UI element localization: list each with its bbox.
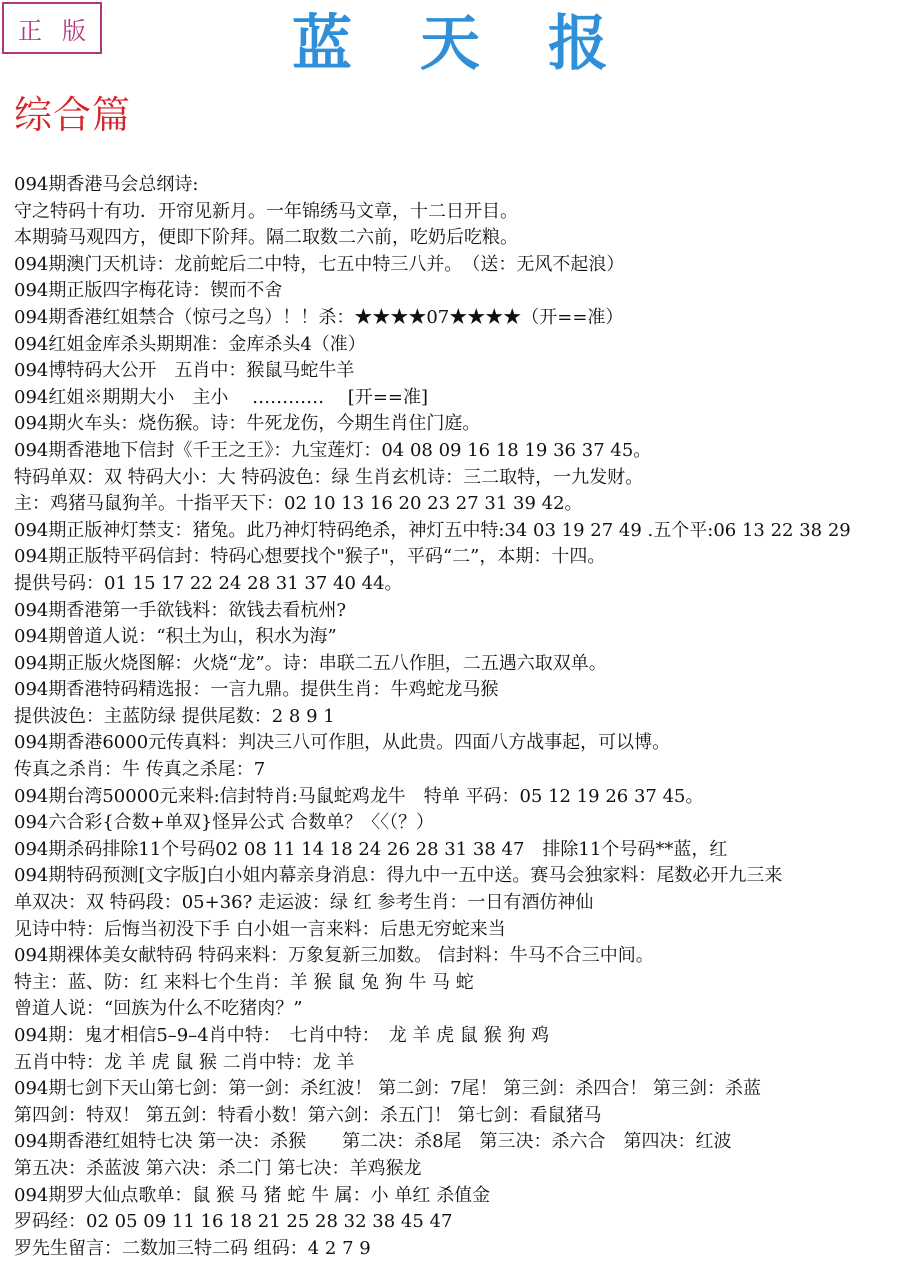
content-line: 094期曾道人说：“积土为山，积水为海” bbox=[14, 626, 337, 648]
content-line: 见诗中特：后悔当初没下手 白小姐一言来料：后患无穷蛇来当 bbox=[14, 918, 506, 940]
content-line: 094期香港特码精选报：一言九鼎。提供生肖：牛鸡蛇龙马猴 bbox=[14, 679, 499, 701]
content-line: 094六合彩{合数+单双}怪异公式 合数单？〈〈（？） bbox=[14, 812, 435, 834]
content-line: 守之特码十有功．开帘见新月。一年锦绣马文章，十二日开目。 bbox=[14, 200, 518, 222]
content-line: 094期香港地下信封《千王之王》：九宝莲灯：04 08 09 16 18 19 36 37 45。 bbox=[14, 439, 652, 461]
content-line: 094红姐金库杀头期期准：金库杀头4（准） bbox=[14, 333, 366, 355]
content-line: 094期特码预测[文字版]白小姐内幕亲身消息：得九中一五中送。赛马会独家料：尾数必开九三来 bbox=[14, 865, 783, 887]
content-line: 094期香港第一手欲钱料：欲钱去看杭州? bbox=[14, 599, 347, 621]
content-line: 传真之杀肖：牛 传真之杀尾：7 bbox=[14, 759, 266, 781]
content-line: 094期台湾50000元来料:信封特肖:马鼠蛇鸡龙牛 特单 平码：05 12 19 26 37 45。 bbox=[14, 785, 704, 807]
content-line: 094期罗大仙点歌单：鼠 猴 马 猪 蛇 牛 属：小 单红 杀值金 bbox=[14, 1184, 491, 1206]
content-line: 094期澳门天机诗：龙前蛇后二中特，七五中特三八并。 （送：无风不起浪） bbox=[14, 253, 625, 275]
genuine-badge-text: 正版 bbox=[18, 16, 106, 45]
content-line: 本期骑马观四方，便即下阶拜。隔二取数二六前，吃奶后吃粮。 bbox=[14, 227, 518, 249]
content-line: 提供波色：主蓝防绿 提供尾数：2 8 9 1 bbox=[14, 705, 335, 727]
content-line: 五肖中特：龙 羊 虎 鼠 猴 二肖中特：龙 羊 bbox=[14, 1051, 355, 1073]
section-heading: 综合篇 bbox=[14, 93, 132, 137]
content-line: 094期正版神灯禁支：猪兔。此乃神灯特码绝杀，神灯五中特:34 03 19 27 49 .五个平:06 13 22 38 29 bbox=[14, 519, 851, 541]
content-line: 罗码经：02 05 09 11 16 18 21 25 28 32 38 45 47 bbox=[14, 1211, 453, 1233]
content-line: 094期裸体美女献特码 特码来料：万象复新三加数。 信封料：牛马不合三中间。 bbox=[14, 945, 654, 967]
content-line: 094期：鬼才相信5–9–4肖中特： 七肖中特： 龙 羊 虎 鼠 猴 狗 鸡 bbox=[14, 1025, 550, 1046]
page-title: 蓝天报 bbox=[292, 9, 676, 79]
content-line: 094期正版四字梅花诗：锲而不舍 bbox=[14, 280, 283, 302]
content-line: 094期香港6000元传真料：判决三八可作胆，从此贵。四面八方战事起，可以博。 bbox=[14, 732, 671, 754]
content-line: 094期香港红姐特七决 第一决：杀猴 第二决：杀8尾 第三决：杀六合 第四决：红波 bbox=[14, 1131, 732, 1153]
content-line: 曾道人说：“回族为什么不吃猪肉？” bbox=[14, 998, 303, 1020]
content-line: 主：鸡猪马鼠狗羊。十指平天下：02 10 13 16 20 23 27 31 39 42。 bbox=[14, 493, 583, 515]
content-line: 第四剑：特双！ 第五剑：特看小数！第六剑：杀五门！ 第七剑：看鼠猪马 bbox=[14, 1104, 602, 1126]
content-line: 特主：蓝、防：红 来料七个生肖：羊 猴 鼠 兔 狗 牛 马 蛇 bbox=[14, 971, 474, 993]
content-lines bbox=[14, 172, 898, 1262]
content-line: 094期七剑下天山第七剑：第一剑：杀红波！ 第二剑：7尾！ 第三剑：杀四合！ 第三剑：杀蓝 bbox=[14, 1078, 761, 1100]
content-line: 094期火车头：烧伤猴。诗：牛死龙伤，今期生肖住门庭。 bbox=[14, 413, 481, 435]
content-line: 特码单双：双 特码大小：大 特码波色：绿 生肖玄机诗：三二取特，一九发财。 bbox=[14, 466, 644, 488]
content-line: 罗先生留言：二数加三特二码 组码：4 2 7 9 bbox=[14, 1237, 371, 1259]
content-line: 094红姐※期期大小 主小 ………… [开==准] bbox=[14, 386, 429, 408]
content-line: 094期正版火烧图解：火烧“龙”。诗：串联二五八作胆，二五遇六取双单。 bbox=[14, 652, 607, 674]
content-line: 094期香港马会总纲诗: bbox=[14, 174, 199, 195]
content-line: 094博特码大公开 五肖中：猴鼠马蛇牛羊 bbox=[14, 360, 355, 382]
content-line: 提供号码：01 15 17 22 24 28 31 37 40 44。 bbox=[14, 572, 403, 594]
content-line: 单双决：双 特码段：05+36? 走运波：绿 红 参考生肖：一日有酒仿神仙 bbox=[14, 892, 594, 914]
content-line: 094期香港红姐禁合（惊弓之鸟）！！杀：★★★★07★★★★（开==准） bbox=[14, 306, 624, 328]
content-line: 094期正版特平码信封：特码心想要找个"猴子"，平码“二”，本期：十四。 bbox=[14, 546, 606, 568]
content-line: 第五决：杀蓝波 第六决：杀二门 第七决：羊鸡猴龙 bbox=[14, 1157, 422, 1179]
content-line: 094期杀码排除11个号码02 08 11 14 18 24 26 28 31 38 47 排除11个号码**蓝，红 bbox=[14, 838, 728, 860]
